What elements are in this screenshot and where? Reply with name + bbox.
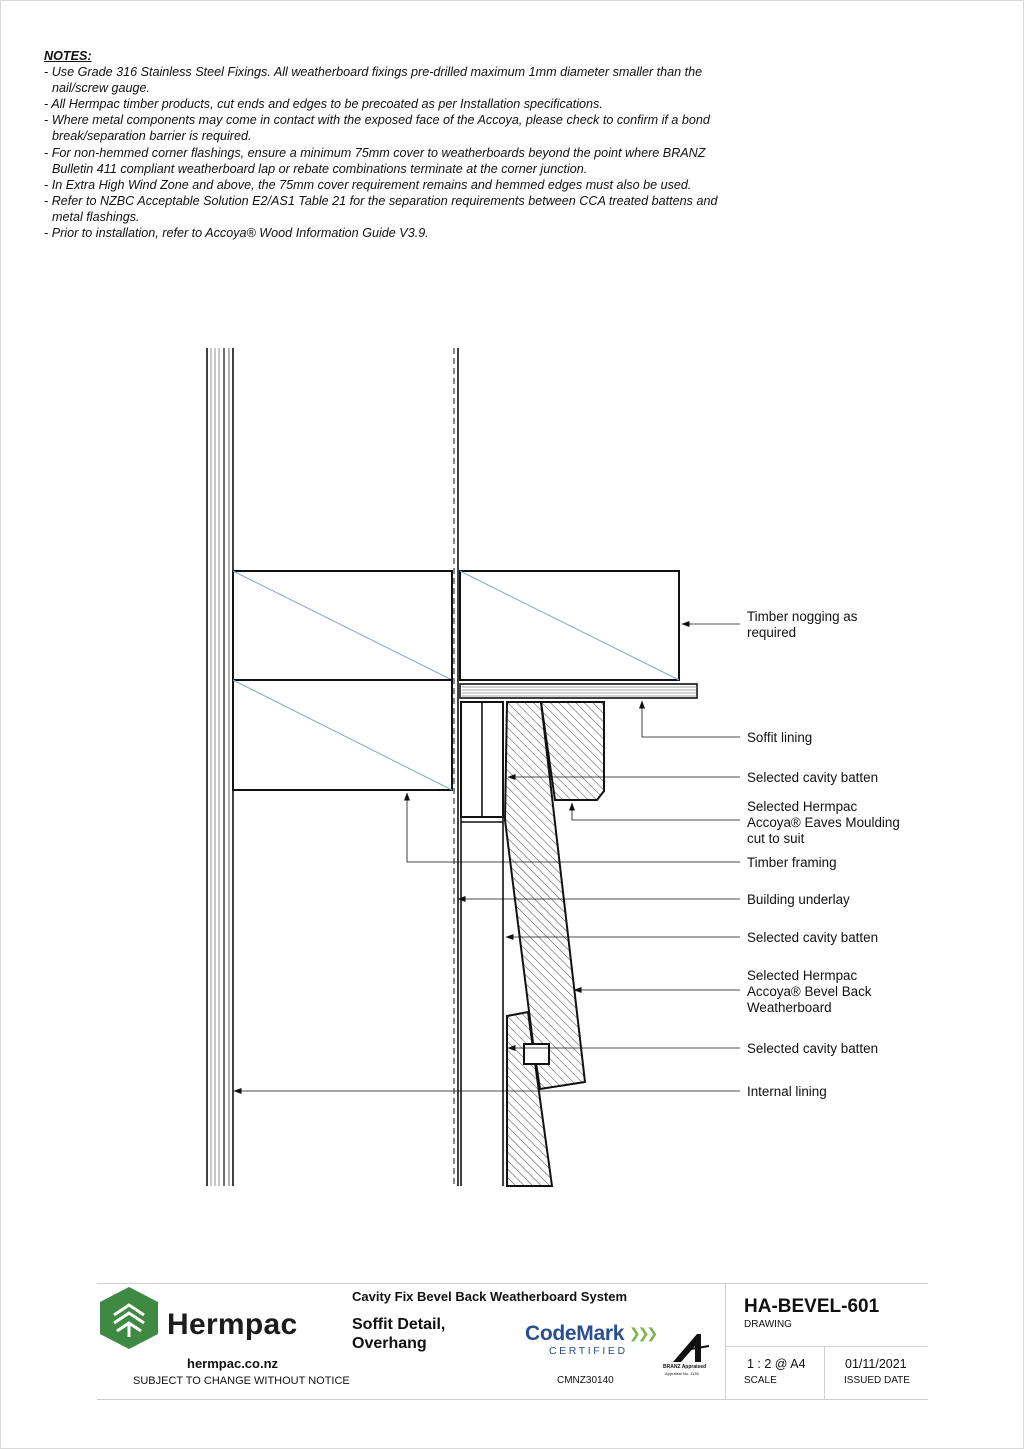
- callout-internal-lining: Internal lining: [747, 1084, 827, 1099]
- branz-appraised-icon: [671, 1332, 711, 1364]
- change-notice: SUBJECT TO CHANGE WITHOUT NOTICE: [133, 1375, 350, 1387]
- callout-cavity-batten-2: Selected cavity batten: [747, 930, 879, 945]
- detail-title-line-1: Soffit Detail,: [352, 1316, 446, 1333]
- callout-building-underlay: Building underlay: [747, 892, 850, 907]
- leader-timber-framing: [407, 793, 740, 862]
- codemark-arrows-icon: ❯❯❯: [629, 1325, 656, 1341]
- title-block-divider: [824, 1346, 825, 1399]
- callout-soffit-lining: Soffit lining: [747, 730, 813, 745]
- cavity-batten-small: [524, 1044, 549, 1064]
- codemark-certified: CERTIFIED: [549, 1345, 628, 1357]
- callout-cavity-batten-3: Selected cavity batten: [747, 1041, 879, 1056]
- drawing-number: HA-BEVEL-601: [744, 1296, 880, 1317]
- drawing-label: DRAWING: [744, 1319, 792, 1330]
- callout-timber-framing: Timber framing: [747, 855, 837, 870]
- title-block-divider: [725, 1346, 928, 1347]
- system-title: Cavity Fix Bevel Back Weatherboard System: [352, 1289, 628, 1304]
- website: hermpac.co.nz: [187, 1356, 279, 1371]
- timber-framing: [233, 571, 452, 790]
- building-underlay: [454, 348, 458, 1186]
- notes-title: NOTES:: [44, 49, 92, 63]
- note-item: - For non-hemmed corner flashings, ensure a minimum 75mm cover to weatherboards beyond the point where BRANZ Bulletin 411 compliant weatherboard lap or rebate combinations terminate at the corner junction.: [44, 145, 706, 176]
- note-item: - Where metal components may come in contact with the exposed face of the Accoya, please check to confirm if a bond break/separation barrier is required.: [44, 113, 710, 144]
- soffit-lining: [460, 684, 697, 698]
- detail-title-line-2: Overhang: [352, 1335, 427, 1352]
- title-block: [97, 1283, 928, 1400]
- note-item: - Refer to NZBC Acceptable Solution E2/AS1 Table 21 for the separation requirements between CCA treated battens and metal flashings.: [44, 193, 718, 224]
- callout-bevel-back: Selected Hermpac Accoya® Bevel Back Weatherboard: [747, 968, 872, 1015]
- brand-name: Hermpac: [167, 1308, 298, 1341]
- title-block-divider: [725, 1284, 726, 1399]
- cavity-batten-top: [461, 702, 503, 817]
- note-item: - In Extra High Wind Zone and above, the 75mm cover requirement remains and hemmed edges must also be used.: [44, 177, 692, 192]
- timber-nogging: [460, 571, 679, 680]
- issued-date-value: 01/11/2021: [845, 1357, 907, 1371]
- internal-lining: [207, 348, 233, 1186]
- leader-soffit-lining: [642, 701, 740, 737]
- note-item: - Prior to installation, refer to Accoya® Wood Information Guide V3.9.: [44, 226, 429, 241]
- issued-date-label: ISSUED DATE: [844, 1375, 910, 1386]
- branz-appraisal-number: Appraisal No. 1135: [665, 1371, 699, 1376]
- branz-label: BRANZ Appraised: [663, 1364, 707, 1370]
- note-item: - All Hermpac timber products, cut ends and edges to be precoated as per Installation specifications.: [44, 97, 603, 112]
- callout-timber-nogging: Timber nogging as required: [747, 609, 858, 640]
- callout-cavity-batten-1: Selected cavity batten: [747, 770, 879, 785]
- callout-eaves-moulding: Selected Hermpac Accoya® Eaves Moulding cut to suit: [747, 799, 900, 846]
- scale-label: SCALE: [744, 1375, 777, 1386]
- leader-eaves-moulding: [572, 803, 740, 820]
- codemark-logo: CodeMark: [525, 1322, 625, 1345]
- cavity-batten-lower: [461, 817, 503, 1186]
- scale-value: 1 : 2 @ A4: [747, 1357, 806, 1371]
- certificate-number: CMNZ30140: [557, 1375, 614, 1386]
- hermpac-logo-icon: [97, 1285, 161, 1351]
- note-item: - Use Grade 316 Stainless Steel Fixings. All weatherboard fixings pre-drilled maximum 1mm diameter smaller than the nail/screw gauge.: [44, 65, 703, 96]
